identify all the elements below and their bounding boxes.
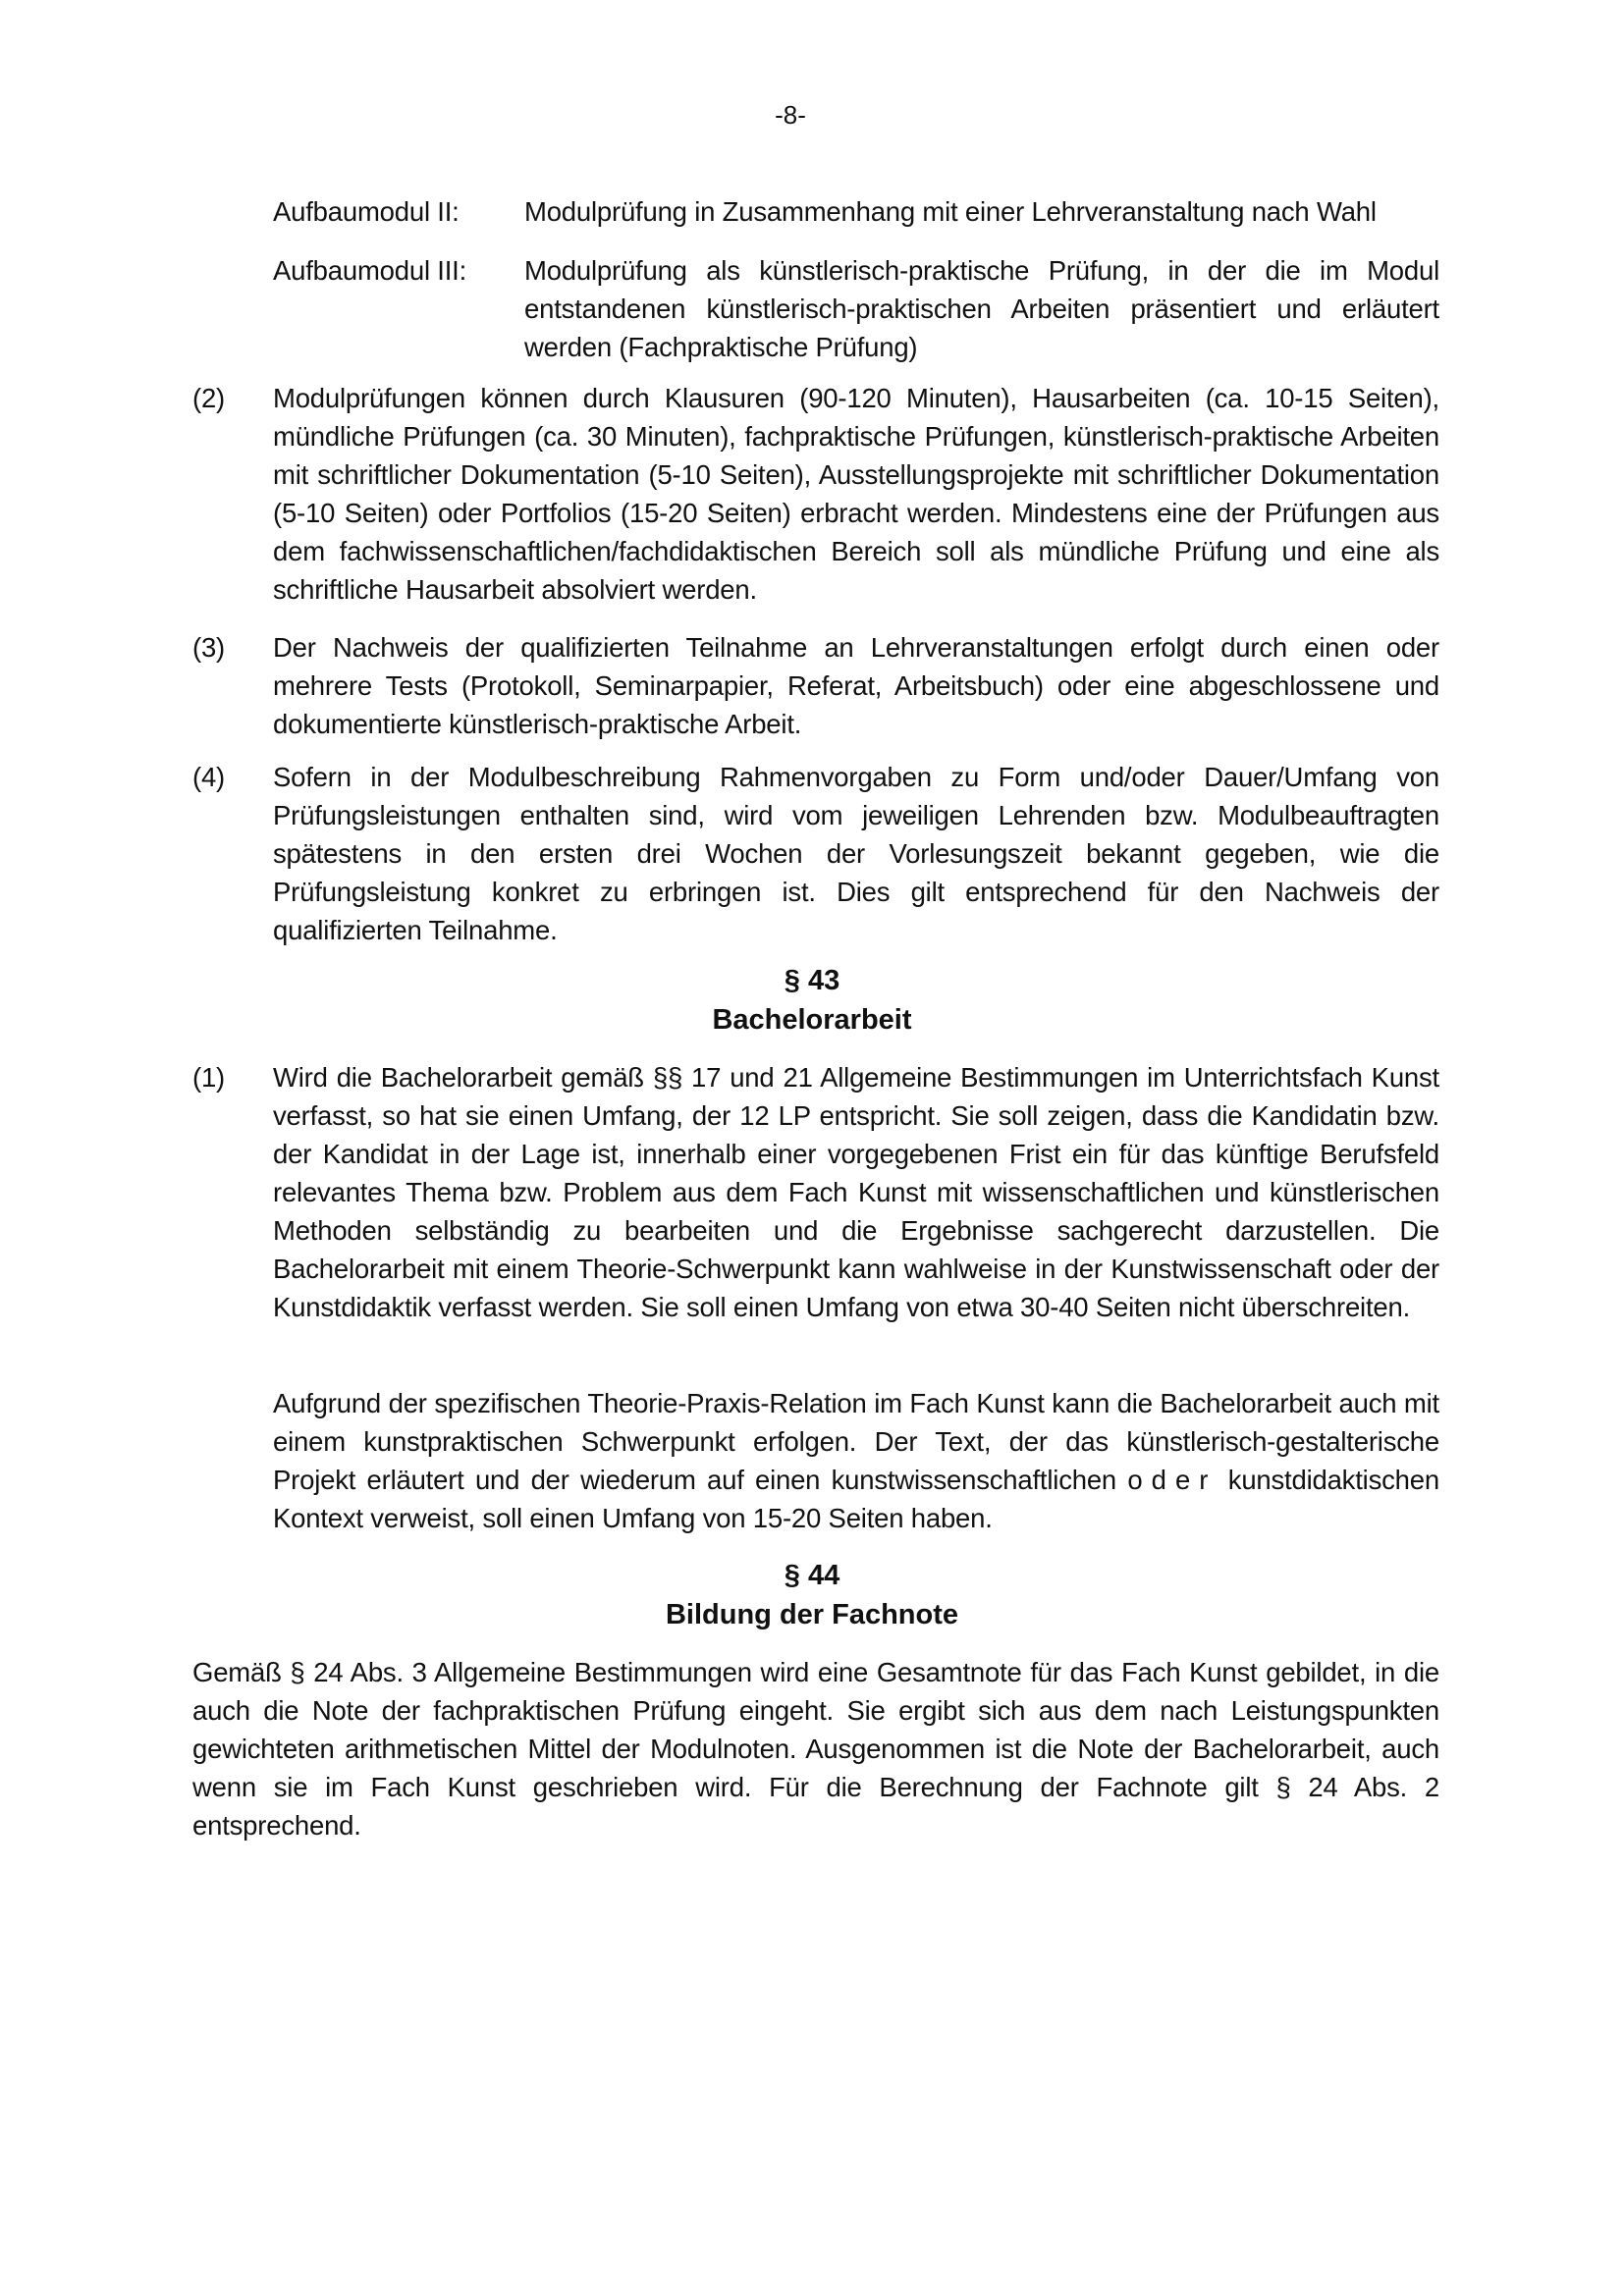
- paragraph-3: [192, 628, 1439, 746]
- paragraph-text: Modulprüfungen können durch Klausuren (90-120 Minuten), Hausarbeiten (ca. 10-15 Seiten), mündliche Prüfungen (ca. 30 Minuten), fachpraktische Prüfungen, künstlerisch-praktische Arbeiten mit schriftlicher Dokumentation (5-10 Seiten), Ausstellungsprojekte mit schriftlicher Dokumentation (5-10 Seiten) oder Portfolios (15-20 Seiten) erbracht werden. Mindestens eine der Prüfungen aus dem fachwissenschaftlichen/fachdidaktischen Bereich soll als mündliche Prüfung und eine als schriftliche Hausarbeit absolviert werden.: [273, 383, 1439, 605]
- paragraph-2: [192, 379, 1439, 614]
- section-44-number: § 44: [784, 1560, 840, 1591]
- follow-text-before: Aufgrund der spezifischen Theorie-Praxis-Relation im Fach Kunst kann die Bachelorarbeit auch mit einem kunstpraktischen Schwerpunkt erfolgen. Der Text, der das künstlerisch-gestalterische Projekt erläutert und der wiederum auf einen kunstwissenschaftlichen: [273, 1388, 1439, 1495]
- paragraph-text: Sofern in der Modulbeschreibung Rahmenvorgaben zu Form und/oder Dauer/Umfang von Prüfungsleistungen enthalten sind, wird vom jeweiligen Lehrenden bzw. Modulbeauftragten spätestens in den ersten drei Wochen der Vorlesungszeit bekannt gegeben, wie die Prüfungsleistung konkret zu erbringen ist. Dies gilt entsprechend für den Nachweis der qualifizierten Teilnahme.: [273, 762, 1439, 945]
- paragraph-number: (3): [192, 632, 226, 663]
- paragraph-number: (1): [192, 1062, 226, 1093]
- paragraph-number: (2): [192, 383, 226, 413]
- module-label: Aufbaumodul II:: [273, 196, 460, 227]
- paragraph-text: [273, 1384, 1439, 1537]
- section-44-title: Bildung der Fachnote: [665, 1599, 959, 1630]
- section-43-title: Bachelorarbeit: [712, 1004, 912, 1036]
- section-43-follow-paragraph: [192, 1384, 1439, 1541]
- follow-text-spaced: oder: [1127, 1465, 1218, 1495]
- paragraph-text: Der Nachweis der qualifizierten Teilnahme an Lehrveranstaltungen erfolgt durch einen oder mehrere Tests (Protokoll, Seminarpapier, Referat, Arbeitsbuch) oder eine abgeschlossene und dokumentierte künstlerisch-praktische Arbeit.: [273, 632, 1439, 739]
- section-43-number: § 43: [784, 965, 840, 996]
- paragraph-text: Wird die Bachelorarbeit gemäß §§ 17 und 21 Allgemeine Bestimmungen im Unterrichtsfach Kunst verfasst, so hat sie einen Umfang, der 12 LP entspricht. Sie soll zeigen, dass die Kandidatin bzw. der Kandidat in der Lage ist, innerhalb einer vorgegebenen Frist ein für das künftige Berufsfeld relevantes Thema bzw. Problem aus dem Fach Kunst mit wissenschaftlichen und künstlerischen Methoden selbständig zu bearbeiten und die Ergebnisse sachgerecht darzustellen. Die Bachelorarbeit mit einem Theorie-Schwerpunkt kann wahlweise in der Kunstwissenschaft oder der Kunstdidaktik verfasst werden. Sie soll einen Umfang von etwa 30-40 Seiten nicht überschreiten.: [273, 1062, 1439, 1322]
- module-description: Modulprüfung als künstlerisch-praktische Prüfung, in der die im Modul entstandenen künstlerisch-praktischen Arbeiten präsentiert und erläutert werden (Fachpraktische Prüfung): [524, 255, 1439, 362]
- follow-text-after: kunstdidaktischen Kontext verweist, soll einen Umfang von 15-20 Seiten haben.: [273, 1465, 1439, 1533]
- section-44-text: Gemäß § 24 Abs. 3 Allgemeine Bestimmungen wird eine Gesamtnote für das Fach Kunst gebildet, in die auch die Note der fachpraktischen Prüfung eingeht. Sie ergibt sich aus dem nach Leistungspunkten gewichteten arithmetischen Mittel der Modulnoten. Ausgenommen ist die Note der Bachelorarbeit, auch wenn sie im Fach Kunst geschrieben wird. Für die Berechnung der Fachnote gilt § 24 Abs. 2 entsprechend.: [192, 1657, 1439, 1841]
- module-row-aufbaumodul-2: [273, 192, 1439, 232]
- module-description: Modulprüfung in Zusammenhang mit einer Lehrveranstaltung nach Wahl: [524, 196, 1377, 227]
- section-43-paragraph-1: [192, 1058, 1439, 1372]
- page-number: -8-: [775, 100, 806, 130]
- module-label: Aufbaumodul III:: [273, 255, 467, 286]
- paragraph-4: [192, 758, 1439, 945]
- module-row-aufbaumodul-3: [273, 251, 1439, 369]
- paragraph-number: (4): [192, 762, 226, 792]
